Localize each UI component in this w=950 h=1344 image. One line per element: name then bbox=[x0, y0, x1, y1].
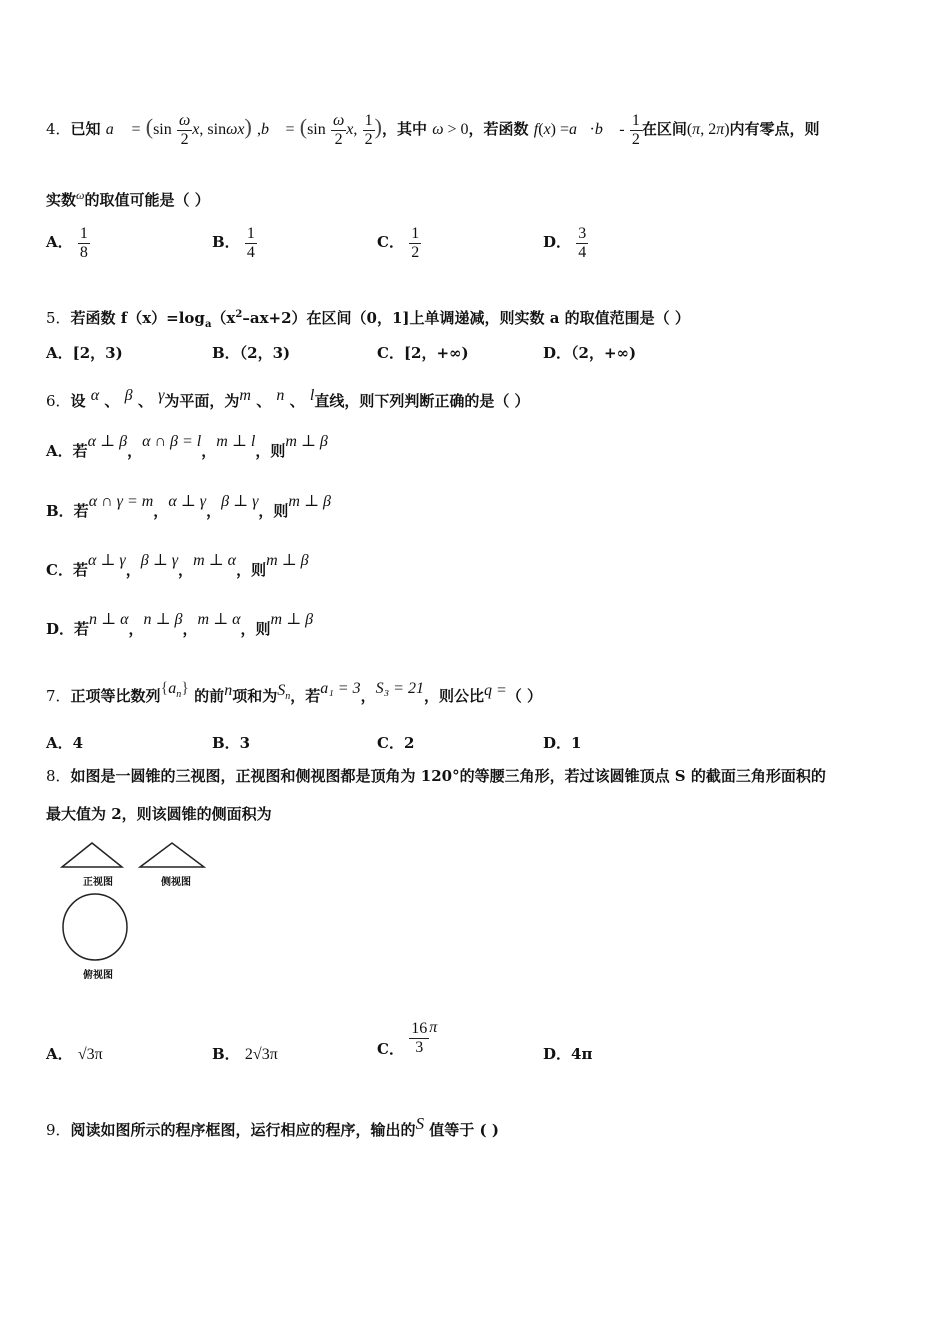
q7-number: 7． bbox=[46, 687, 71, 705]
q4-line2a: 实数 bbox=[46, 191, 77, 209]
side-view-triangle bbox=[140, 843, 204, 867]
q4-option-c: C． $\frac{1}{2}$ bbox=[377, 225, 420, 261]
q8-option-c: C． $\frac{16}{3}$ π bbox=[377, 1019, 438, 1059]
q8-option-d: D．4π bbox=[543, 1045, 593, 1063]
q8-option-b: B． 2√3π bbox=[212, 1045, 278, 1063]
q4-line2: 实数$^\omega$的取值可能是（ ） bbox=[46, 188, 210, 209]
q8-figure bbox=[56, 838, 216, 983]
q7-option-b: B．3 bbox=[212, 734, 251, 752]
q6-option-a: A．若α ⊥ β，α ∩ β = l，m ⊥ l，则m ⊥ β bbox=[46, 433, 328, 460]
q8-option-a: A． √3π bbox=[46, 1045, 103, 1063]
q5-option-b: B．（2，3) bbox=[212, 344, 291, 362]
q5-option-d: D．（2，+∞) bbox=[543, 344, 637, 362]
q7-option-c: C．2 bbox=[377, 734, 415, 752]
q5-number: 5． bbox=[46, 309, 71, 327]
q4-suffix: 内有零点，则 bbox=[729, 120, 820, 139]
q5-line: 5．若函数 $f(x)=\log_a(x^2-ax+2)$在区间（0，1]上单调递减，则实数 a 的取值范围是（ ） bbox=[46, 309, 690, 330]
q7-option-d: D．1 bbox=[543, 734, 582, 752]
q6-option-b: B．若α ∩ γ = m，α ⊥ γ，β ⊥ γ，则m ⊥ β bbox=[46, 493, 331, 520]
q8-line1: 8．如图是一圆锥的三视图，正视图和侧视图都是顶角为 120°的等腰三角形，若过该圆锥顶点 S 的截面三角形面积的 bbox=[46, 767, 826, 785]
q8-number: 8． bbox=[46, 767, 71, 785]
q4-mid3: 在区间 bbox=[641, 120, 687, 139]
three-view-diagram bbox=[56, 838, 216, 983]
q5-option-c: C．[2，+∞) bbox=[377, 344, 469, 362]
q4-mid: ，其中 bbox=[381, 120, 427, 139]
q6-option-c: C．若α ⊥ γ，β ⊥ γ，m ⊥ α，则m ⊥ β bbox=[46, 552, 309, 579]
front-view-label: 正视图 bbox=[83, 877, 113, 888]
q4-option-b: B． $\frac{1}{4}$ bbox=[212, 225, 255, 261]
q4-line1: 4．已知 a⃗ = (sin $\frac{\omega}{2}$ x, sinωx) ,b⃗ = (sin $\frac{\omega}{2}$ x, $\frac{1}{2}$ )，其中 ω > 0，若函数 f(x) =a⃗·b⃗ - $\frac{1}{2}$ 在区间(π, 2π)内有零点，则 bbox=[46, 112, 820, 148]
q4-vec-b: b⃗ bbox=[261, 121, 282, 139]
q5-text: 若函数 f（x）=log bbox=[70, 309, 205, 327]
q4-prefix: 已知 bbox=[70, 120, 101, 139]
q4-vec-a: a⃗ bbox=[105, 121, 127, 139]
front-view-triangle bbox=[62, 843, 122, 867]
q4-frac-omega-2: $\frac{\omega}{2}$ bbox=[178, 112, 191, 148]
q4-number: 4． bbox=[46, 120, 71, 139]
q4-mid2: ，若函数 bbox=[468, 120, 529, 139]
q8-line2: 最大值为 2，则该圆锥的侧面积为 bbox=[46, 805, 272, 823]
top-view-label: 俯视图 bbox=[83, 970, 113, 981]
q6-option-d: D．若n ⊥ α，n ⊥ β，m ⊥ α，则m ⊥ β bbox=[46, 611, 314, 638]
q6-line: 6．设 $^\alpha$ 、 $^\beta$ 、 $^\gamma$为平面，为$^m$ 、 $^n$ 、 $^l$直线，则下列判断正确的是（ ） bbox=[46, 387, 530, 410]
side-view-label: 侧视图 bbox=[161, 877, 191, 888]
q9-line: 9．阅读如图所示的程序框图，运行相应的程序，输出的$^S$ 值等于 ( ) bbox=[46, 1114, 499, 1139]
top-view-circle bbox=[63, 894, 127, 960]
q4-line2b: 的取值可能是（ ） bbox=[84, 191, 210, 209]
q5-option-a: A．[2，3) bbox=[46, 344, 123, 362]
q7-option-a: A．4 bbox=[46, 734, 84, 752]
q7-line: 7．正项等比数列$\{a_n\}$ 的前$^n$项和为$^{S_n}$，若a₁ = 3，S₃ = 21，则公比$^{q =}$（ ） bbox=[46, 680, 542, 705]
q4-option-d: D． $\frac{3}{4}$ bbox=[543, 225, 587, 261]
q9-number: 9． bbox=[46, 1121, 71, 1139]
q6-number: 6． bbox=[46, 392, 71, 410]
q4-option-a: A． $\frac{1}{8}$ bbox=[46, 225, 88, 261]
